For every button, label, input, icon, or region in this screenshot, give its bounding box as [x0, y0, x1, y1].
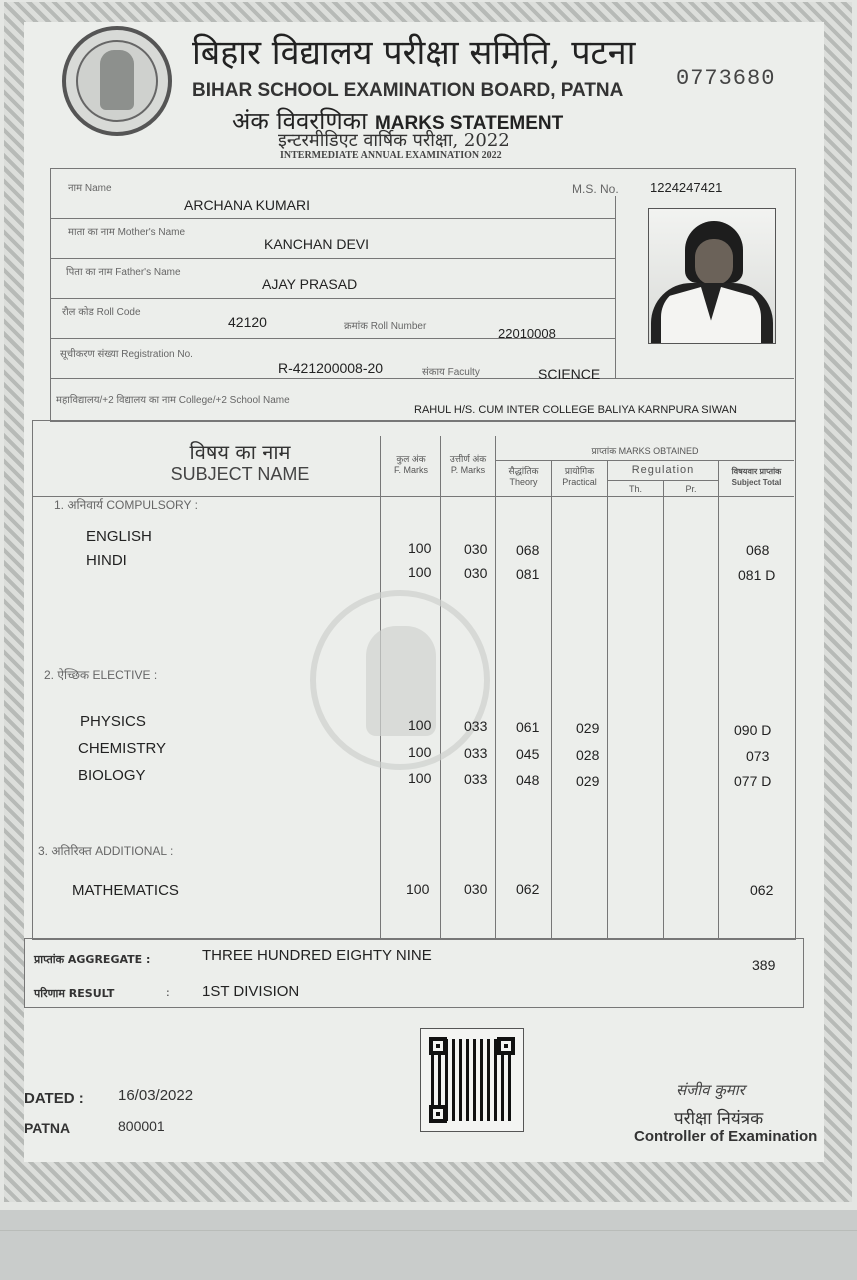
- board-title-english: BIHAR SCHOOL EXAMINATION BOARD, PATNA: [192, 80, 624, 101]
- mother-label: माता का नाम Mother's Name: [68, 227, 186, 238]
- subject-header-hindi: विषय का नाम: [189, 440, 291, 464]
- ms-no-value: 1224247421: [650, 180, 723, 195]
- roll-code-value: 42120: [228, 314, 267, 330]
- exam-title-english: INTERMEDIATE ANNUAL EXAMINATION 2022: [280, 150, 502, 161]
- subject-total: 090 D: [734, 722, 772, 738]
- pass-marks: 030: [464, 565, 488, 581]
- subject-header-english: SUBJECT NAME: [170, 464, 310, 484]
- board-seal-logo: [62, 26, 172, 136]
- student-name: ARCHANA KUMARI: [184, 197, 311, 213]
- practical-header-hindi: प्रायोगिक: [564, 466, 595, 476]
- place-label: PATNA: [24, 1120, 71, 1136]
- dated-value: 16/03/2022: [118, 1087, 194, 1104]
- theory-header: [496, 466, 551, 488]
- aggregate-label: प्राप्तांक AGGREGATE :: [34, 953, 151, 966]
- pass-marks: 030: [464, 541, 488, 557]
- full-marks-header-english: F. Marks: [393, 465, 428, 475]
- controller-title-english: Controller of Examination: [634, 1128, 818, 1145]
- qr-code: [420, 1028, 524, 1132]
- board-title-hindi: बिहार विद्यालय परीक्षा समिति, पटना: [192, 33, 636, 73]
- subject-total-header-english: Subject Total: [731, 478, 782, 487]
- roll-code-label: रौल कोड Roll Code: [62, 307, 141, 318]
- practical-marks: 028: [576, 747, 600, 763]
- full-marks: 100: [408, 770, 432, 786]
- subject-name: PHYSICS: [80, 713, 146, 730]
- theory-marks: 048: [516, 772, 540, 788]
- practical-marks: 029: [576, 720, 600, 736]
- mother-name: KANCHAN DEVI: [264, 236, 370, 252]
- aggregate-words: THREE HUNDRED EIGHTY NINE: [202, 947, 432, 964]
- theory-header-hindi: सैद्धांतिक: [508, 466, 539, 476]
- result-value: 1ST DIVISION: [202, 983, 300, 1000]
- ms-no-label: M.S. No.: [572, 182, 619, 196]
- subject-total: 081 D: [738, 567, 776, 583]
- pass-marks: 033: [464, 771, 488, 787]
- college-value: RAHUL H/S. CUM INTER COLLEGE BALIYA KARNPURA SIWAN: [414, 404, 737, 416]
- theory-marks: 081: [516, 566, 540, 582]
- place-code: 800001: [118, 1118, 165, 1134]
- theory-marks: 061: [516, 719, 540, 735]
- aggregate-value: 389: [752, 957, 776, 973]
- full-marks: 100: [406, 881, 430, 897]
- faculty-label: संकाय Faculty: [422, 367, 480, 378]
- full-marks-header-hindi: कुल अंक: [396, 454, 426, 464]
- registration-value: R-421200008-20: [278, 360, 384, 376]
- subject-total: 077 D: [734, 773, 772, 789]
- statement-title-hindi: अंक विवरणिका: [232, 107, 368, 135]
- marks-obtained-header: प्राप्तांक MARKS OBTAINED: [591, 446, 699, 456]
- subject-total-header-hindi: विषयवार प्राप्तांक: [731, 467, 782, 476]
- pass-marks-header-hindi: उत्तीर्ण अंक: [449, 454, 487, 464]
- registration-label: सूचीकरण संख्या Registration No.: [60, 349, 193, 360]
- name-label: नाम Name: [68, 183, 112, 194]
- practical-marks: 029: [576, 773, 600, 789]
- section-compulsory: 1. अनिवार्य COMPULSORY :: [54, 498, 198, 512]
- theory-marks: 062: [516, 881, 540, 897]
- father-name: AJAY PRASAD: [262, 276, 358, 292]
- statement-title-english: MARKS STATEMENT: [374, 113, 564, 134]
- full-marks: 100: [408, 744, 432, 760]
- subject-total: 062: [750, 882, 774, 898]
- full-marks: 100: [408, 564, 432, 580]
- subject-total: 068: [746, 542, 770, 558]
- controller-title-hindi: परीक्षा नियंत्रक: [674, 1109, 764, 1129]
- background-line: [0, 1230, 857, 1231]
- pass-marks-header: [441, 454, 495, 476]
- college-label: महाविद्यालय/+2 विद्यालय का नाम College/+2 School Name: [56, 395, 290, 406]
- subject-name: HINDI: [86, 552, 127, 569]
- pass-marks: 033: [464, 745, 488, 761]
- result-label: परिणाम RESULT: [34, 987, 115, 1000]
- pass-marks: 033: [464, 718, 488, 734]
- watermark-seal: [310, 590, 490, 770]
- regulation-th-header: Th.: [628, 484, 642, 494]
- student-photo: [648, 208, 776, 344]
- serial-number: 0773680: [676, 66, 776, 91]
- section-additional: 3. अतिरिक्त ADDITIONAL :: [38, 844, 174, 858]
- subject-name: MATHEMATICS: [72, 882, 179, 899]
- result-separator: :: [166, 986, 170, 999]
- practical-header: [552, 466, 607, 488]
- theory-marks: 068: [516, 542, 540, 558]
- subject-total-header: [719, 466, 794, 488]
- faculty-value: SCIENCE: [538, 366, 601, 382]
- theory-marks: 045: [516, 746, 540, 762]
- full-marks-header: [382, 454, 440, 476]
- dated-label: DATED :: [24, 1090, 84, 1107]
- practical-header-english: Practical: [562, 477, 597, 487]
- regulation-pr-header: Pr.: [685, 484, 697, 494]
- subject-name: ENGLISH: [86, 528, 152, 545]
- subject-name: CHEMISTRY: [78, 740, 167, 757]
- roll-number-label: क्रमांक Roll Number: [344, 321, 427, 332]
- father-label: पिता का नाम Father's Name: [66, 267, 181, 278]
- roll-number-value: 22010008: [498, 326, 556, 341]
- pass-marks: 030: [464, 881, 488, 897]
- regulation-header: Regulation: [631, 464, 695, 476]
- exam-title-hindi: इन्टरमीडिएट वार्षिक परीक्षा, 2022: [278, 130, 510, 151]
- pass-marks-header-english: P. Marks: [450, 465, 486, 475]
- theory-header-english: Theory: [509, 477, 538, 487]
- subject-name: BIOLOGY: [78, 767, 146, 784]
- full-marks: 100: [408, 717, 432, 733]
- full-marks: 100: [408, 540, 432, 556]
- section-elective: 2. ऐच्छिक ELECTIVE :: [44, 668, 158, 682]
- subject-total: 073: [746, 748, 770, 764]
- controller-signature: संजीव कुमार: [676, 1081, 745, 1099]
